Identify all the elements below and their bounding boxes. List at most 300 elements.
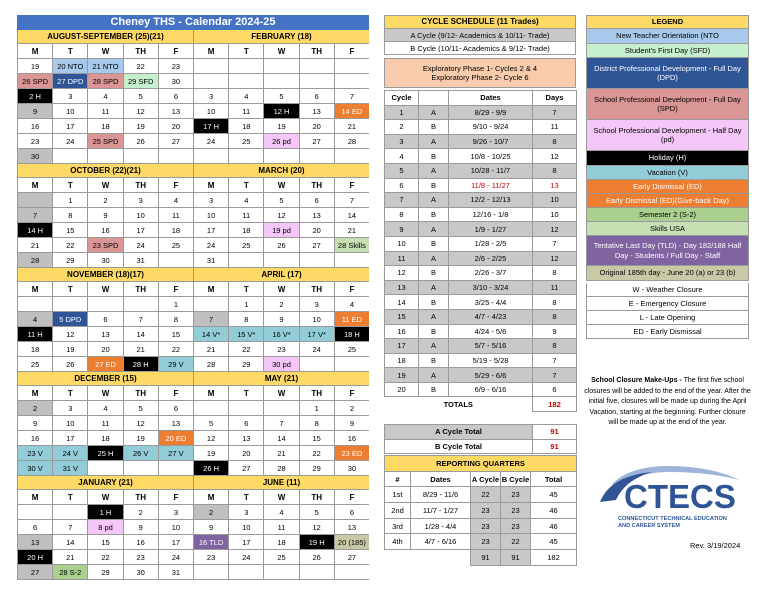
calendar-day: 15 V* — [228, 327, 263, 342]
legend-item: Skills USA — [586, 222, 749, 236]
calendar-day: 28 S-2 — [52, 565, 87, 580]
calendar-day — [263, 565, 298, 580]
cycle-row — [385, 134, 577, 149]
calendar-day: 11 — [228, 104, 263, 119]
reporting-row — [385, 487, 577, 503]
calendar-day: 26 V — [123, 446, 158, 461]
a-cycle-description: A Cycle (9/12- Academics & 10/11- Trade) — [384, 29, 576, 42]
calendar-day: 6 — [87, 312, 122, 327]
calendar-day: 26 — [299, 550, 334, 565]
calendar-day — [228, 253, 263, 268]
calendar-day — [299, 74, 334, 89]
month-left-3 — [17, 372, 193, 476]
calendar-day: 14 — [123, 327, 158, 342]
calendar-day: 3 — [228, 505, 263, 520]
cycle-cell: 11/8 - 11/27 — [449, 178, 533, 193]
col-days: Days — [533, 91, 577, 106]
calendar-day: 27 — [334, 550, 369, 565]
calendar-day — [158, 253, 193, 268]
cycle-cell: 10/8 - 10/25 — [449, 149, 533, 164]
calendar-day: 20 — [228, 446, 263, 461]
calendar-day — [17, 193, 52, 208]
cycle-totals-row — [385, 397, 577, 412]
months-grid — [17, 30, 369, 580]
calendar-day: 4 — [158, 193, 193, 208]
cycle-row — [385, 178, 577, 193]
calendar-day: 23 V — [17, 446, 52, 461]
calendar-day: 21 — [263, 446, 298, 461]
month-left-1 — [17, 164, 193, 268]
calendar-day: 24 — [228, 550, 263, 565]
calendar-day: 10 — [52, 104, 87, 119]
weekday-header: TH — [299, 178, 334, 193]
calendar-day: 28 — [17, 253, 52, 268]
calendar-day: 7 — [52, 520, 87, 535]
calendar-day: 28 H — [123, 357, 158, 372]
calendar-day: 2 — [17, 401, 52, 416]
calendar-day: 2 H — [17, 89, 52, 104]
cycle-cell: 7 — [533, 368, 577, 383]
reporting-cell: 8/29 - 11/6 — [411, 487, 471, 503]
col-dates: Dates — [449, 91, 533, 106]
cycle-cell: 2/6 - 2/25 — [449, 251, 533, 266]
calendar-day: 13 — [299, 208, 334, 223]
reporting-row — [385, 534, 577, 550]
calendar-day: 11 ED — [334, 312, 369, 327]
cycle-cell: 12 — [533, 222, 577, 237]
legend-item: Holiday (H) — [586, 151, 749, 166]
legend — [586, 15, 749, 339]
calendar-day: 10 — [299, 312, 334, 327]
calendar-day: 1 — [299, 401, 334, 416]
calendar-day: 9 — [193, 520, 228, 535]
cycle-cell: 8 — [533, 266, 577, 281]
calendar-day — [123, 297, 158, 312]
calendar-day: 18 — [17, 342, 52, 357]
calendar-day: 21 — [17, 238, 52, 253]
legend-item: School Professional Development - Half Day (pd) — [586, 120, 749, 151]
calendar-day: 21 NTO — [87, 59, 122, 74]
calendar-day: 6 — [299, 89, 334, 104]
calendar-day: 27 — [17, 565, 52, 580]
col-cycle: Cycle — [385, 91, 419, 106]
calendar-day — [263, 401, 298, 416]
calendar-day: 7 — [334, 89, 369, 104]
legend-item: L - Late Opening — [586, 311, 749, 325]
weekday-header: W — [87, 282, 122, 297]
cycle-cell: 11 — [385, 251, 419, 266]
month-day-grid — [193, 44, 369, 164]
calendar-day: 7 — [263, 416, 298, 431]
calendar-day: 17 — [193, 223, 228, 238]
calendar-day: 26 — [263, 238, 298, 253]
month-left-4 — [17, 476, 193, 580]
legend-item: Vacation (V) — [586, 166, 749, 180]
logo-wordmark: CTECS — [624, 478, 736, 515]
weekday-header: F — [334, 282, 369, 297]
calendar-day: 16 — [334, 431, 369, 446]
cycle-cell: B — [419, 266, 449, 281]
cycle-row — [385, 105, 577, 120]
calendar-day — [123, 149, 158, 164]
cycle-cell: A — [419, 251, 449, 266]
calendar-day — [228, 149, 263, 164]
cycle-cell: 2/26 - 3/7 — [449, 266, 533, 281]
calendar-day — [334, 253, 369, 268]
weekday-header: TH — [299, 282, 334, 297]
cycle-cell: A — [419, 368, 449, 383]
weekday-header: W — [263, 490, 298, 505]
cycle-row — [385, 236, 577, 251]
calendar-day: 24 — [123, 238, 158, 253]
weekday-header: F — [158, 282, 193, 297]
calendar-day: 8 — [158, 312, 193, 327]
reporting-row — [385, 503, 577, 519]
cycle-cell: A — [419, 105, 449, 120]
calendar-day — [263, 149, 298, 164]
calendar-day: 19 — [52, 342, 87, 357]
calendar-day: 30 — [158, 74, 193, 89]
calendar-day: 1 — [228, 297, 263, 312]
logo-line-1: CONNECTICUT TECHNICAL EDUCATION — [618, 516, 727, 522]
reporting-cell: 23 — [471, 534, 501, 550]
calendar-day: 1 — [52, 193, 87, 208]
calendar-day: 23 — [123, 550, 158, 565]
calendar-day: 29 SFD — [123, 74, 158, 89]
weekday-header: F — [334, 490, 369, 505]
calendar-day: 6 — [299, 193, 334, 208]
calendar-day — [87, 461, 122, 476]
a-cycle-total-row — [385, 425, 577, 440]
legend-item: New Teacher Orientation (NTO — [586, 29, 749, 44]
calendar-day: 12 — [123, 104, 158, 119]
weekday-header: M — [17, 490, 52, 505]
cycle-row — [385, 222, 577, 237]
calendar-day: 1 H — [87, 505, 122, 520]
calendar-day: 20 — [87, 342, 122, 357]
month-heading: APRIL (17) — [193, 268, 369, 282]
rq-col-b: B Cycle — [501, 471, 531, 487]
reporting-header — [385, 471, 577, 487]
calendar-day: 17 — [52, 431, 87, 446]
calendar-day: 30 — [123, 565, 158, 580]
cycle-cell: 7 — [533, 105, 577, 120]
weekday-header: M — [193, 490, 228, 505]
calendar-day: 7 — [193, 312, 228, 327]
cycle-cell: 15 — [385, 309, 419, 324]
weekday-header: M — [17, 386, 52, 401]
cycle-cell: 12 — [533, 149, 577, 164]
calendar-day: 27 DPD — [52, 74, 87, 89]
totals-label: TOTALS — [385, 397, 533, 412]
calendar-day: 16 TLD — [193, 535, 228, 550]
cycle-cell: 7 — [533, 236, 577, 251]
cycle-cell: 6 — [385, 178, 419, 193]
cycle-cell: 8 — [533, 134, 577, 149]
calendar-day — [193, 297, 228, 312]
weekday-header: W — [263, 282, 298, 297]
calendar-day — [17, 505, 52, 520]
month-day-grid — [17, 386, 193, 476]
cycle-cell: 10/28 - 11/7 — [449, 163, 533, 178]
calendar-day: 26 SPD — [17, 74, 52, 89]
cycle-cell: B — [419, 353, 449, 368]
calendar-day: 14 ED — [334, 104, 369, 119]
calendar-day: 10 — [123, 208, 158, 223]
month-day-grid — [17, 490, 193, 580]
reporting-cell: 23 — [501, 487, 531, 503]
reporting-cell: 4/7 - 6/16 — [411, 534, 471, 550]
cycle-row — [385, 193, 577, 208]
b-cycle-total-value: 91 — [533, 439, 577, 454]
b-cycle-total-label: B Cycle Total — [385, 439, 533, 454]
calendar-day: 2 — [263, 297, 298, 312]
cycle-cell: B — [419, 207, 449, 222]
calendar-day — [158, 461, 193, 476]
cycle-row — [385, 324, 577, 339]
calendar-day: 14 — [263, 431, 298, 446]
cycle-cell: 6/9 - 6/16 — [449, 382, 533, 397]
calendar-day: 20 (185) — [334, 535, 369, 550]
legend-title: LEGEND — [586, 15, 749, 29]
calendar-day: 11 H — [17, 327, 52, 342]
calendar-day: 25 — [228, 238, 263, 253]
month-heading: MARCH (20) — [193, 164, 369, 178]
weekday-header: M — [193, 386, 228, 401]
calendar-day: 19 H — [299, 535, 334, 550]
weekday-header: M — [17, 178, 52, 193]
calendar-day: 3 — [52, 401, 87, 416]
calendar-day: 18 H — [334, 327, 369, 342]
cycle-cell: A — [419, 222, 449, 237]
calendar-day: 13 — [17, 535, 52, 550]
calendar-day: 16 — [17, 431, 52, 446]
calendar-day: 25 H — [87, 446, 122, 461]
calendar-day: 10 — [193, 104, 228, 119]
calendar-day — [87, 149, 122, 164]
rq-total-blank-2 — [411, 550, 471, 566]
calendar-day: 17 — [52, 119, 87, 134]
calendar-day: 28 — [334, 134, 369, 149]
cycle-row — [385, 339, 577, 354]
reporting-cell: 1st — [385, 487, 411, 503]
cycle-cell: 3 — [385, 134, 419, 149]
exploratory-phases — [384, 58, 576, 88]
weekday-header: F — [158, 490, 193, 505]
calendar-day: 8 — [299, 416, 334, 431]
calendar-day: 22 — [87, 550, 122, 565]
month-day-grid — [193, 178, 369, 268]
calendar-day — [52, 149, 87, 164]
calendar-day: 17 V* — [299, 327, 334, 342]
weekday-header: TH — [123, 44, 158, 59]
legend-item: Original 185th day - June 20 (a) or 23 (b) — [586, 266, 749, 281]
calendar-day: 21 — [334, 223, 369, 238]
calendar-day: 2 — [123, 505, 158, 520]
cycle-cell: B — [419, 382, 449, 397]
calendar-day: 9 — [17, 416, 52, 431]
calendar-day: 11 — [228, 208, 263, 223]
reporting-cell: 2nd — [385, 503, 411, 519]
calendar-day — [228, 74, 263, 89]
calendar-day: 31 — [123, 253, 158, 268]
weekday-header: T — [52, 282, 87, 297]
cycle-cell: 8 — [533, 163, 577, 178]
calendar-day — [263, 59, 298, 74]
legend-item: W - Weather Closure — [586, 283, 749, 297]
calendar-day — [193, 149, 228, 164]
cycle-cell: 12 — [533, 251, 577, 266]
calendar-day — [228, 565, 263, 580]
weekday-header: T — [228, 178, 263, 193]
rq-total-a: 91 — [471, 550, 501, 566]
cycle-schedule-title: CYCLE SCHEDULE (11 Trades) — [384, 15, 576, 29]
calendar-day: 16 V* — [263, 327, 298, 342]
month-right-0 — [193, 30, 369, 164]
calendar-day: 13 — [334, 520, 369, 535]
cycle-row — [385, 251, 577, 266]
cycle-row — [385, 149, 577, 164]
calendar-day: 24 — [193, 134, 228, 149]
cycle-cell: 14 — [385, 295, 419, 310]
legend-item: ED - Early Dismissal — [586, 325, 749, 339]
weekday-header: TH — [123, 490, 158, 505]
calendar-day: 23 — [263, 342, 298, 357]
calendar-day: 29 — [299, 461, 334, 476]
cycle-cell: 13 — [533, 178, 577, 193]
cycle-row — [385, 309, 577, 324]
calendar-day: 19 — [193, 446, 228, 461]
calendar-day: 3 — [193, 193, 228, 208]
calendar-day: 29 — [228, 357, 263, 372]
cycle-row — [385, 382, 577, 397]
cycle-row — [385, 266, 577, 281]
b-cycle-total-row — [385, 439, 577, 454]
month-heading: JANUARY (21) — [17, 476, 193, 490]
month-heading: AUGUST-SEPTEMBER (25)(21) — [17, 30, 193, 44]
cycle-cell: 19 — [385, 368, 419, 383]
calendar-day — [123, 461, 158, 476]
reporting-cell: 4th — [385, 534, 411, 550]
calendar-day: 19 pd — [263, 223, 298, 238]
month-day-grid — [193, 282, 369, 372]
reporting-cell: 45 — [531, 534, 577, 550]
calendar-day: 12 — [299, 520, 334, 535]
weekday-header: W — [87, 44, 122, 59]
calendar-day: 14 — [334, 208, 369, 223]
cycle-cell: 18 — [385, 353, 419, 368]
calendar-day: 11 — [158, 208, 193, 223]
calendar-day: 11 — [263, 520, 298, 535]
calendar-day: 13 — [299, 104, 334, 119]
cycle-cell: B — [419, 324, 449, 339]
legend-item: E - Emergency Closure — [586, 297, 749, 311]
calendar-day: 28 SPD — [87, 74, 122, 89]
weekday-header: W — [263, 44, 298, 59]
month-right-1 — [193, 164, 369, 268]
calendar-day: 3 — [158, 505, 193, 520]
legend-item: Early Dismissal (ED) — [586, 180, 749, 194]
reporting-cell: 11/7 - 1/27 — [411, 503, 471, 519]
cycle-cell: 4/7 - 4/23 — [449, 309, 533, 324]
weekday-header: M — [193, 178, 228, 193]
calendar-day: 31 — [158, 565, 193, 580]
calendar-day: 20 ED — [158, 431, 193, 446]
calendar-day: 23 — [193, 550, 228, 565]
calendar-day: 3 — [123, 193, 158, 208]
cycle-cell: 5/19 - 5/28 — [449, 353, 533, 368]
weekday-header: F — [158, 386, 193, 401]
month-heading: FEBRUARY (18) — [193, 30, 369, 44]
calendar-day — [263, 253, 298, 268]
calendar-day: 3 — [52, 89, 87, 104]
calendar-day: 6 — [158, 89, 193, 104]
calendar-day: 22 — [228, 342, 263, 357]
calendar-day: 3 — [193, 89, 228, 104]
rq-total-blank-1 — [385, 550, 411, 566]
legend-item: District Professional Development - Full Day (DPD) — [586, 58, 749, 89]
calendar-day: 5 — [263, 193, 298, 208]
calendar-day: 26 pd — [263, 134, 298, 149]
calendar-day: 18 — [158, 223, 193, 238]
cycle-cell: 6 — [533, 382, 577, 397]
weekday-header: W — [87, 386, 122, 401]
calendar-day: 20 — [299, 223, 334, 238]
weekday-header: T — [228, 490, 263, 505]
cycle-cell: B — [419, 236, 449, 251]
calendar-day: 26 H — [193, 461, 228, 476]
calendar-day: 17 H — [193, 119, 228, 134]
cycle-cell: B — [419, 149, 449, 164]
calendar-day: 1 — [158, 297, 193, 312]
calendar-day: 26 — [123, 134, 158, 149]
rq-total-b: 91 — [501, 550, 531, 566]
cycle-row — [385, 163, 577, 178]
month-day-grid — [193, 386, 369, 476]
reporting-cell: 22 — [471, 487, 501, 503]
cycle-cell: 5 — [385, 163, 419, 178]
cycle-cell: 8/29 - 9/9 — [449, 105, 533, 120]
month-day-grid — [17, 178, 193, 268]
cycle-cell: 1 — [385, 105, 419, 120]
closure-note-body: The first five school closures will be added to the end of the year. After the initial five, closures will be made up during the April Vacation, starting at the beginning. Further closure will be made up at the end of the year. — [584, 377, 751, 426]
calendar-day: 19 — [123, 431, 158, 446]
month-heading: OCTOBER (22)(21) — [17, 164, 193, 178]
cycle-cell: 8 — [385, 207, 419, 222]
calendar-day: 14 — [52, 535, 87, 550]
calendar-day: 4 — [334, 297, 369, 312]
calendar-day — [299, 357, 334, 372]
month-right-4 — [193, 476, 369, 580]
legend-item: School Professional Development - Full Day (SPD) — [586, 89, 749, 120]
calendar-day: 3 — [299, 297, 334, 312]
cycle-cell: 9 — [533, 324, 577, 339]
reporting-cell: 46 — [531, 503, 577, 519]
cycle-cell: 10 — [533, 193, 577, 208]
reporting-cell: 23 — [501, 503, 531, 519]
calendar-day: 31 — [193, 253, 228, 268]
calendar-day: 15 — [299, 431, 334, 446]
calendar-day: 18 — [263, 535, 298, 550]
weekday-header: TH — [299, 490, 334, 505]
month-right-2 — [193, 268, 369, 372]
reporting-cell: 23 — [471, 518, 501, 534]
cycle-cell: 11 — [533, 280, 577, 295]
calendar-day — [299, 59, 334, 74]
calendar-day: 17 — [228, 535, 263, 550]
revision-date: Rev. 3/19/2024 — [690, 541, 741, 550]
weekday-header: T — [228, 386, 263, 401]
